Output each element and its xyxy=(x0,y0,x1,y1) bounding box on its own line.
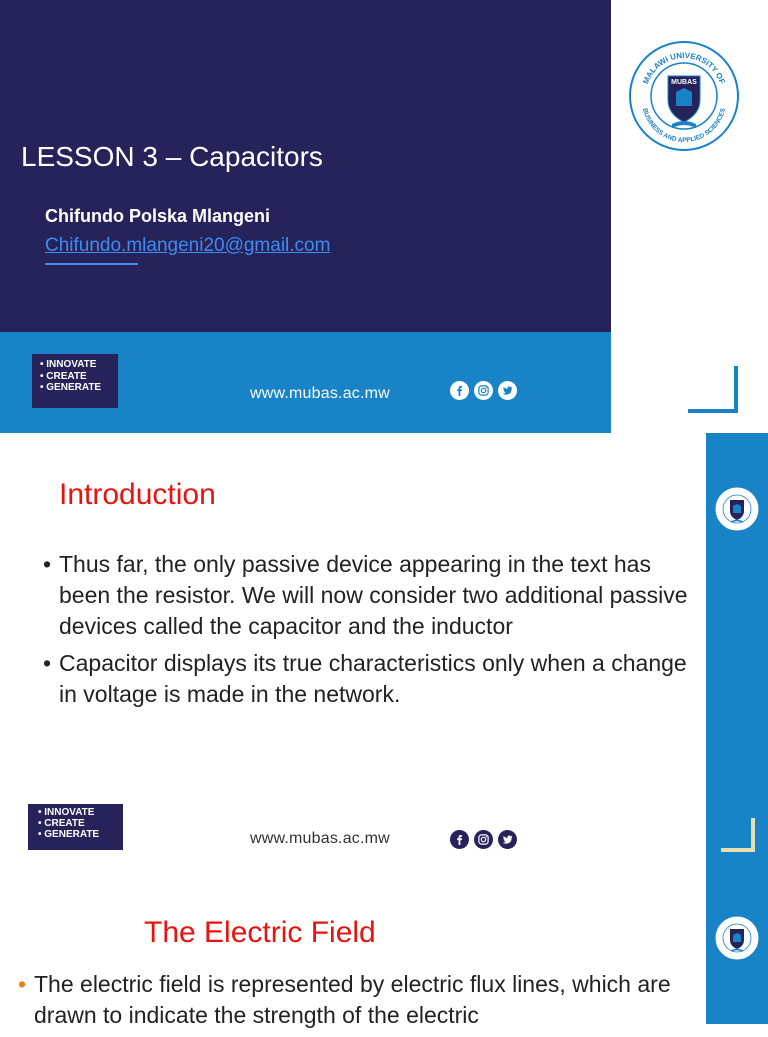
corner-bracket-decoration xyxy=(688,366,738,413)
bullet-item: • Capacitor displays its true characteristics only when a change in voltage is made in the network. xyxy=(43,648,703,710)
instagram-icon[interactable] xyxy=(474,381,493,400)
email-underline xyxy=(45,263,138,265)
innovate-create-generate-badge xyxy=(28,804,123,850)
mubas-seal-logo xyxy=(628,40,740,152)
slide-title: LESSON 3 – Capacitors xyxy=(21,141,323,172)
website-link[interactable]: www.mubas.ac.mw xyxy=(250,385,390,402)
facebook-icon[interactable] xyxy=(450,830,469,849)
section-heading: Introduction xyxy=(59,478,216,511)
bullet-item: • Thus far, the only passive device appearing in the text has been the resistor. We will now consider two additional passive devices called the capacitor and the inductor xyxy=(43,549,703,642)
social-icons xyxy=(450,381,517,400)
corner-bracket-decoration xyxy=(721,818,755,852)
innovate-create-generate-badge xyxy=(32,354,118,408)
twitter-icon[interactable] xyxy=(498,381,517,400)
mubas-seal-small-logo xyxy=(714,486,760,532)
bullet-list xyxy=(18,969,708,1037)
svg-text:MUBAS: MUBAS xyxy=(671,79,697,86)
social-icons xyxy=(450,830,517,849)
badge-line: • INNOVATE xyxy=(38,807,95,818)
instagram-icon[interactable] xyxy=(474,830,493,849)
section-heading: The Electric Field xyxy=(144,916,376,949)
mubas-seal-small-logo xyxy=(714,915,760,961)
badge-line: • CREATE xyxy=(40,370,87,382)
facebook-icon[interactable] xyxy=(450,381,469,400)
badge-line: • GENERATE xyxy=(40,382,102,393)
bullet-item: • The electric field is represented by electric flux lines, which are drawn to indicate the strength of the electric xyxy=(18,969,708,1031)
svg-text:MALAWI UNIVERSITY OF: MALAWI UNIVERSITY OF xyxy=(641,50,727,86)
badge-line: • CREATE xyxy=(38,818,85,829)
svg-text:BUSINESS AND APPLIED SCIENCES: BUSINESS AND APPLIED SCIENCES xyxy=(640,107,728,145)
badge-line: • INNOVATE xyxy=(40,359,97,370)
twitter-icon[interactable] xyxy=(498,830,517,849)
bullet-list xyxy=(43,549,703,716)
author-email-link[interactable]: Chifundo.mlangeni20@gmail.com xyxy=(45,235,331,256)
badge-line: • GENERATE xyxy=(38,829,100,840)
author-name: Chifundo Polska Mlangeni xyxy=(45,206,271,226)
website-link[interactable]: www.mubas.ac.mw xyxy=(250,830,390,847)
